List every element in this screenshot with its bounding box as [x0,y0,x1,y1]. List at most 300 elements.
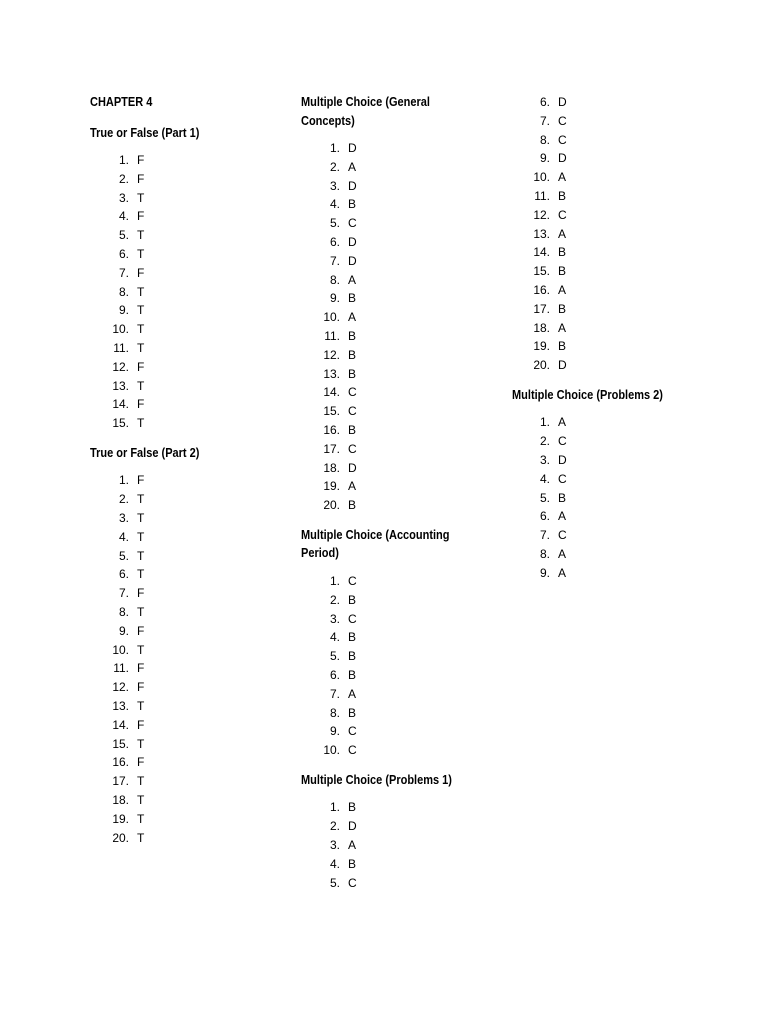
answer-letter: T [137,548,145,563]
answer-row [90,189,280,208]
answer-row [301,741,491,760]
answer-row [90,753,280,772]
answer-row [512,225,712,244]
answer-row [301,572,491,591]
answer-letter: D [558,151,567,166]
answer-letter: B [348,856,357,871]
answer-letter: B [348,422,357,437]
answer-row [90,320,280,339]
answer-row [512,262,712,281]
question-number: 7. [329,253,340,268]
answer-letter: C [348,724,357,739]
answer-letter: T [137,642,145,657]
section-title: True or False (Part 1) [90,125,200,140]
answer-row [90,603,280,622]
answer-row [90,697,280,716]
column-3 [512,93,712,594]
answer-row [301,177,491,196]
question-number: 6. [539,95,550,109]
column-1 [90,93,280,858]
question-number: 11. [534,188,550,203]
answer-letter: B [348,649,357,664]
question-number: 7. [539,528,550,543]
answer-letter: T [137,416,145,431]
question-number: 12. [533,207,550,222]
question-number: 17. [323,441,340,456]
answer-row [512,545,712,564]
answer-letter: T [137,736,145,751]
question-number: 1. [118,153,129,167]
answer-row [90,377,280,396]
answer-row [90,471,280,490]
answer-row [301,440,491,459]
answer-row [90,716,280,735]
answer-letter: F [137,661,145,676]
question-number: 6. [118,567,129,582]
answer-letter: C [348,743,357,758]
answer-letter: C [348,216,357,231]
question-number: 4. [539,471,550,486]
answer-letter: A [348,310,357,325]
answer-row [512,526,712,545]
answer-letter: F [137,586,145,601]
answer-row [512,319,712,338]
answer-letter: A [348,159,357,174]
answer-letter: C [558,113,567,128]
answer-section [512,386,712,583]
answer-row [512,413,712,432]
answer-letter: B [348,347,357,362]
answer-letter: B [558,490,567,505]
question-number: 4. [118,529,129,544]
question-number: 3. [329,178,340,193]
answer-section [512,93,712,375]
question-number: 2. [118,171,129,186]
answer-letter: A [558,565,567,580]
answer-row [512,432,712,451]
question-number: 15. [533,264,550,279]
question-number: 1. [329,800,340,815]
answer-letter: T [137,492,145,507]
question-number: 2. [329,819,340,834]
question-number: 19. [323,479,340,494]
answer-letter: T [137,190,145,205]
answer-list [512,413,712,582]
question-number: 4. [329,630,340,645]
answer-letter: T [137,284,145,299]
answer-row [512,206,712,225]
section-title: Multiple Choice (Problems 2) [512,387,663,402]
answer-letter: D [558,358,567,373]
answer-row [301,610,491,629]
question-number: 2. [118,492,129,507]
question-number: 2. [539,434,550,449]
section-title: Multiple Choice (Accounting Period) [301,527,450,561]
question-number: 11. [113,340,129,355]
question-number: 10. [112,642,129,657]
question-number: 19. [533,339,550,354]
answer-letter: B [348,197,357,212]
answer-row [90,829,280,848]
question-number: 11. [324,328,340,343]
answer-row [512,564,712,583]
answer-row [301,308,491,327]
answer-row [512,187,712,206]
answer-row [301,195,491,214]
answer-letter: T [137,228,145,243]
answer-row [512,112,712,131]
question-number: 12. [323,347,340,362]
answer-row [301,666,491,685]
question-number: 12. [112,359,129,374]
question-number: 5. [329,649,340,664]
answer-row [90,735,280,754]
answer-row [90,207,280,226]
answer-letter: T [137,322,145,337]
answer-row [90,622,280,641]
answer-letter: B [558,245,567,260]
section-title: Multiple Choice (General Concepts) [301,95,430,128]
question-number: 14. [323,385,340,400]
answer-row [301,628,491,647]
answer-letter: C [348,385,357,400]
answer-row [301,383,491,402]
answer-letter: T [137,774,145,789]
question-number: 15. [112,736,129,751]
question-number: 1. [539,415,550,430]
answer-list [90,471,280,847]
section-title: True or False (Part 2) [90,445,200,460]
answer-list [301,572,491,760]
answer-row [301,855,491,874]
question-number: 5. [118,228,129,243]
answer-letter: D [348,178,357,193]
answer-row [90,414,280,433]
answer-row [301,271,491,290]
answer-row [90,283,280,302]
answer-letter: A [348,686,357,701]
question-number: 1. [329,573,340,588]
question-number: 8. [329,272,340,287]
answer-row [301,421,491,440]
answer-letter: T [137,529,145,544]
question-number: 4. [118,209,129,224]
question-number: 20. [323,498,340,513]
answer-row [90,810,280,829]
question-number: 13. [112,699,129,714]
question-number: 6. [539,509,550,524]
answer-row [90,151,280,170]
answer-letter: T [137,511,145,526]
answer-row [90,339,280,358]
answer-row [301,158,491,177]
question-number: 19. [112,811,129,826]
answer-section [90,444,280,847]
answer-row [90,170,280,189]
answer-letter: B [348,705,357,720]
question-number: 12. [112,680,129,695]
answer-row [301,798,491,817]
answer-row [90,358,280,377]
answer-row [90,772,280,791]
question-number: 8. [539,132,550,147]
answer-letter: F [137,755,145,770]
answer-letter: T [137,830,145,845]
answer-letter: B [348,630,357,645]
answer-letter: C [348,404,357,419]
answer-row [90,659,280,678]
answer-row [90,301,280,320]
answer-row [512,337,712,356]
answer-letter: B [348,291,357,306]
question-number: 5. [329,216,340,231]
question-number: 7. [539,113,550,128]
answer-row [512,131,712,150]
question-number: 13. [112,378,129,393]
question-number: 17. [112,774,129,789]
answer-letter: B [348,667,357,682]
answer-letter: B [348,328,357,343]
answer-row [301,365,491,384]
answer-letter: C [558,434,567,449]
answer-row [90,791,280,810]
question-number: 8. [118,605,129,620]
question-number: 6. [118,246,129,261]
question-number: 14. [533,245,550,260]
answer-letter: C [348,441,357,456]
column-2 [301,93,491,903]
answer-row [512,470,712,489]
chapter-title: CHAPTER 4 [90,95,153,109]
answer-letter: F [137,623,145,638]
answer-letter: T [137,378,145,393]
answer-section [301,526,491,760]
answer-letter: C [348,611,357,626]
answer-letter: C [348,573,357,588]
question-number: 3. [118,190,129,205]
question-number: 18. [533,320,550,335]
answer-row [512,168,712,187]
answer-list [301,798,491,892]
question-number: 13. [533,226,550,241]
answer-letter: C [558,132,567,147]
answer-letter: F [137,717,145,732]
answer-letter: C [558,471,567,486]
answer-letter: F [137,359,145,374]
answer-row [90,490,280,509]
question-number: 17. [533,301,550,316]
question-number: 5. [539,490,550,505]
answer-row [301,252,491,271]
answer-letter: D [348,253,357,268]
question-number: 3. [329,611,340,626]
answer-row [301,591,491,610]
answer-letter: A [558,509,567,524]
answer-letter: F [137,171,145,186]
answer-letter: C [558,528,567,543]
answer-row [90,547,280,566]
answer-list [512,93,712,375]
answer-row [301,346,491,365]
answer-row [301,647,491,666]
question-number: 9. [539,151,550,166]
question-number: 18. [323,460,340,475]
answer-letter: T [137,699,145,714]
question-number: 14. [112,397,129,412]
answer-letter: T [137,303,145,318]
question-number: 16. [323,422,340,437]
question-number: 9. [118,303,129,318]
question-number: 15. [112,416,129,431]
answer-row [90,264,280,283]
answer-row [301,459,491,478]
answer-letter: C [348,875,357,890]
question-number: 5. [329,875,340,890]
question-number: 7. [118,586,129,601]
question-number: 10. [112,322,129,337]
question-number: 5. [118,548,129,563]
question-number: 6. [329,667,340,682]
question-number: 9. [118,623,129,638]
answer-row [90,528,280,547]
answer-row [90,245,280,264]
answer-letter: B [558,264,567,279]
answer-row [301,477,491,496]
answer-letter: T [137,246,145,261]
answer-row [301,722,491,741]
answer-row [512,489,712,508]
answer-row [301,496,491,515]
question-number: 20. [112,830,129,845]
answer-letter: A [558,226,567,241]
answer-section [90,124,280,433]
answer-letter: A [348,479,357,494]
answer-list [90,151,280,433]
answer-letter: A [348,272,357,287]
answer-letter: D [348,460,357,475]
question-number: 7. [118,265,129,280]
answer-row [90,678,280,697]
answer-letter: A [558,415,567,430]
answer-letter: F [137,473,145,488]
answer-letter: T [137,340,145,355]
answer-row [512,281,712,300]
answer-letter: T [137,793,145,807]
answer-row [301,874,491,893]
question-number: 16. [533,282,550,297]
answer-letter: A [348,838,357,852]
question-number: 7. [329,686,340,701]
question-number: 11. [113,661,129,676]
answer-letter: B [348,366,357,381]
answer-letter: F [137,265,145,280]
answer-row [512,356,712,375]
answer-letter: A [558,547,567,562]
question-number: 8. [118,284,129,299]
answer-row [90,395,280,414]
section-title: Multiple Choice (Problems 1) [301,772,452,787]
answer-letter: C [558,207,567,222]
answer-letter: D [558,95,567,109]
answer-row [512,149,712,168]
answer-row [90,584,280,603]
answer-row [301,214,491,233]
question-number: 9. [329,291,340,306]
question-number: 2. [329,592,340,607]
answer-row [301,327,491,346]
answer-letter: B [558,188,567,203]
question-number: 10. [533,170,550,185]
question-number: 10. [323,743,340,758]
question-number: 4. [329,856,340,871]
question-number: 18. [112,793,129,807]
answer-row [301,817,491,836]
question-number: 3. [118,511,129,526]
answer-row [512,300,712,319]
answer-letter: B [558,301,567,316]
answer-letter: A [558,320,567,335]
question-number: 1. [329,141,340,155]
question-number: 3. [329,838,340,852]
answer-row [90,226,280,245]
answer-letter: B [558,339,567,354]
answer-row [90,641,280,660]
answer-row [90,509,280,528]
question-number: 1. [118,473,129,488]
answer-letter: F [137,209,145,224]
answer-letter: D [348,141,357,155]
answer-row [301,289,491,308]
question-number: 9. [539,565,550,580]
answer-letter: D [558,453,567,468]
question-number: 14. [112,717,129,732]
question-number: 16. [112,755,129,770]
answer-row [512,451,712,470]
question-number: 4. [329,197,340,212]
answer-row [301,685,491,704]
answer-row [301,704,491,723]
question-number: 8. [329,705,340,720]
question-number: 15. [323,404,340,419]
answer-letter: D [348,234,357,249]
answer-row [512,243,712,262]
question-number: 8. [539,547,550,562]
answer-letter: A [558,170,567,185]
answer-letter: F [137,680,145,695]
question-number: 3. [539,453,550,468]
answer-row [301,402,491,421]
answer-list [301,139,491,515]
answer-letter: D [348,819,357,834]
answer-section [301,93,491,515]
answer-letter: B [348,800,357,815]
answer-letter: T [137,567,145,582]
answer-letter: B [348,498,357,513]
question-number: 9. [329,724,340,739]
answer-letter: T [137,605,145,620]
answer-letter: F [137,397,145,412]
answer-section [301,771,491,892]
question-number: 13. [323,366,340,381]
question-number: 6. [329,234,340,249]
answer-row [512,507,712,526]
answer-row [301,836,491,855]
answer-letter: T [137,811,145,826]
answer-row [301,233,491,252]
answer-letter: B [348,592,357,607]
answer-letter: A [558,282,567,297]
answer-row [512,93,712,112]
